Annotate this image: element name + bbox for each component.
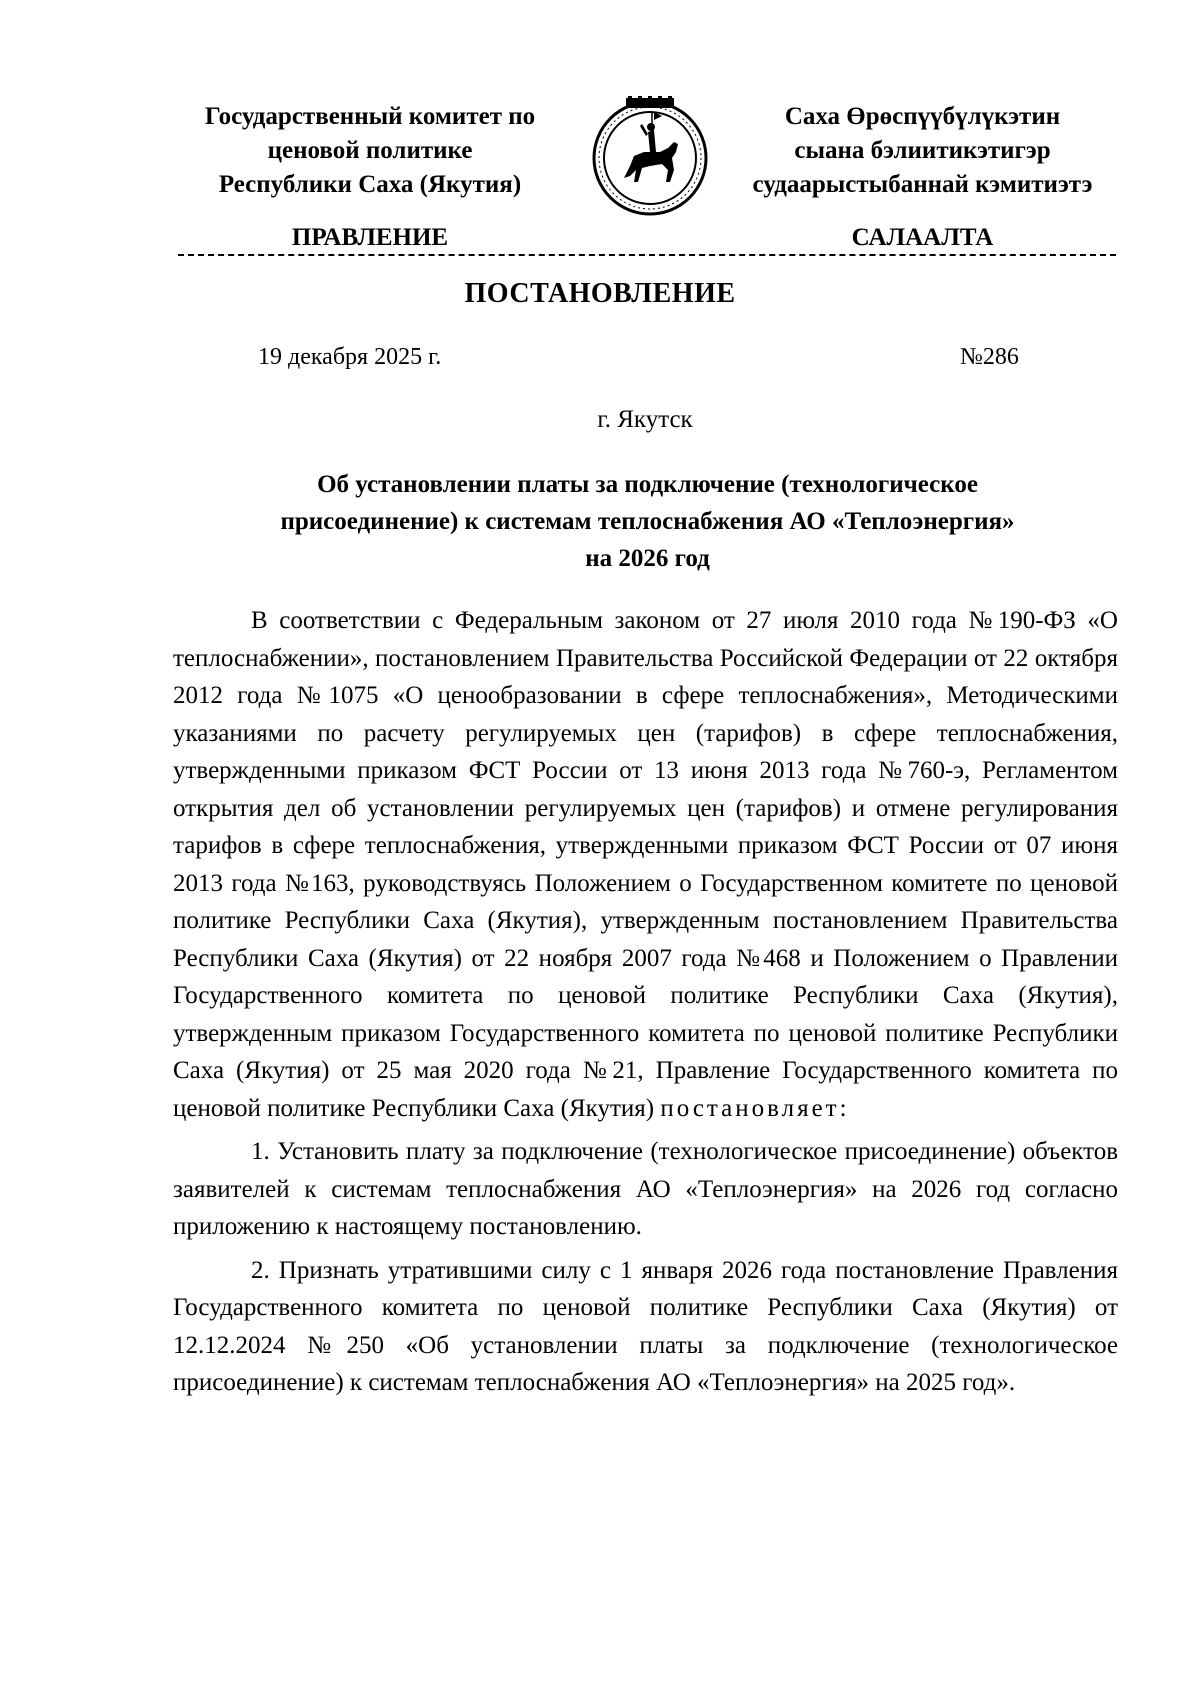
board-label-yakut: САЛААЛТА — [851, 224, 994, 251]
preamble-verb: постановляет: — [660, 1094, 850, 1122]
header-divider — [178, 254, 1116, 256]
left-organization-name — [180, 100, 560, 202]
subject-line: присоединение) к системам теплоснабжения АО «Теплоэнергия» — [280, 508, 1015, 535]
board-label-russian: ПРАВЛЕНИЕ — [291, 224, 449, 251]
preamble-text: В соответствии с Федеральным законом от 27 июля 2010 года №190-ФЗ «О теплоснабжении», постановлением Правительства Российской Федерации от 22 октября 2012 года №1075 «О ценообразовании в сфере теплоснабжения», Методическими указаниями по расчету регулируемых цен (тарифов) в сфере теплоснабжения, утвержденными приказом ФСТ России от 13 июня 2013 года №760-э, Регламентом открытия дел об установлении регулируемых цен (тарифов) и отмене регулирования тарифов в сфере теплоснабжения, утвержденными приказом ФСТ России от 07 июня 2013 года №163, руководствуясь Положением о Государственном комитете по ценовой политике Республики Саха (Якутия), утвержденным постановлением Правительства Республики Саха (Якутия) от 22 ноября 2007 года №468 и Положением о Правлении Государственного комитета по ценовой политике Республики Саха (Якутия), утвержденным приказом Государственного комитета по ценовой политике Республики Саха (Якутия) от 25 мая 2020 года №21, Правление Государственного комитета по ценовой политике Республики Саха (Якутия) — [173, 607, 1118, 1122]
coat-of-arms-sakha-icon — [590, 96, 710, 216]
right-org-line: судаарыстыбаннай кэмитиэтэ — [752, 171, 1093, 198]
left-org-line: Государственный комитет по — [204, 103, 536, 130]
left-org-line: ценовой политике — [267, 137, 473, 164]
right-org-line: Саха Өрөспүүбүлүкэтин — [784, 103, 1061, 130]
preamble-paragraph — [173, 602, 1118, 1127]
document-body — [173, 602, 1118, 1402]
right-organization-name — [730, 100, 1115, 202]
subject-line: на 2026 год — [585, 545, 710, 572]
subject-line: Об установлении платы за подключение (технологическое — [317, 471, 978, 498]
right-org-line: сыана бэлиитикэтигэр — [794, 137, 1051, 164]
document-city: г. Якутск — [597, 406, 693, 433]
document-number: №286 — [960, 344, 1019, 370]
resolution-item-2: 2. Признать утратившими силу с 1 января 2026 года постановление Правления Государственного комитета по ценовой политике Республики Саха (Якутия) от 12.12.2024 №250 «Об установлении платы за подключение (технологическое присоединение) к системам теплоснабжения АО «Теплоэнергия» на 2025 год». — [173, 1256, 1118, 1396]
left-org-line: Республики Саха (Якутия) — [218, 171, 522, 198]
document-date: 19 декабря 2025 г. — [258, 344, 442, 370]
resolution-item-1: 1. Установить плату за подключение (технологическое присоединение) объектов заявителей к системам теплоснабжения АО «Теплоэнергия» на 2026 год согласно приложению к настоящему постановлению. — [173, 1138, 1118, 1240]
document-subject — [180, 466, 1115, 577]
document-type-title: ПОСТАНОВЛЕНИЕ — [464, 278, 736, 309]
